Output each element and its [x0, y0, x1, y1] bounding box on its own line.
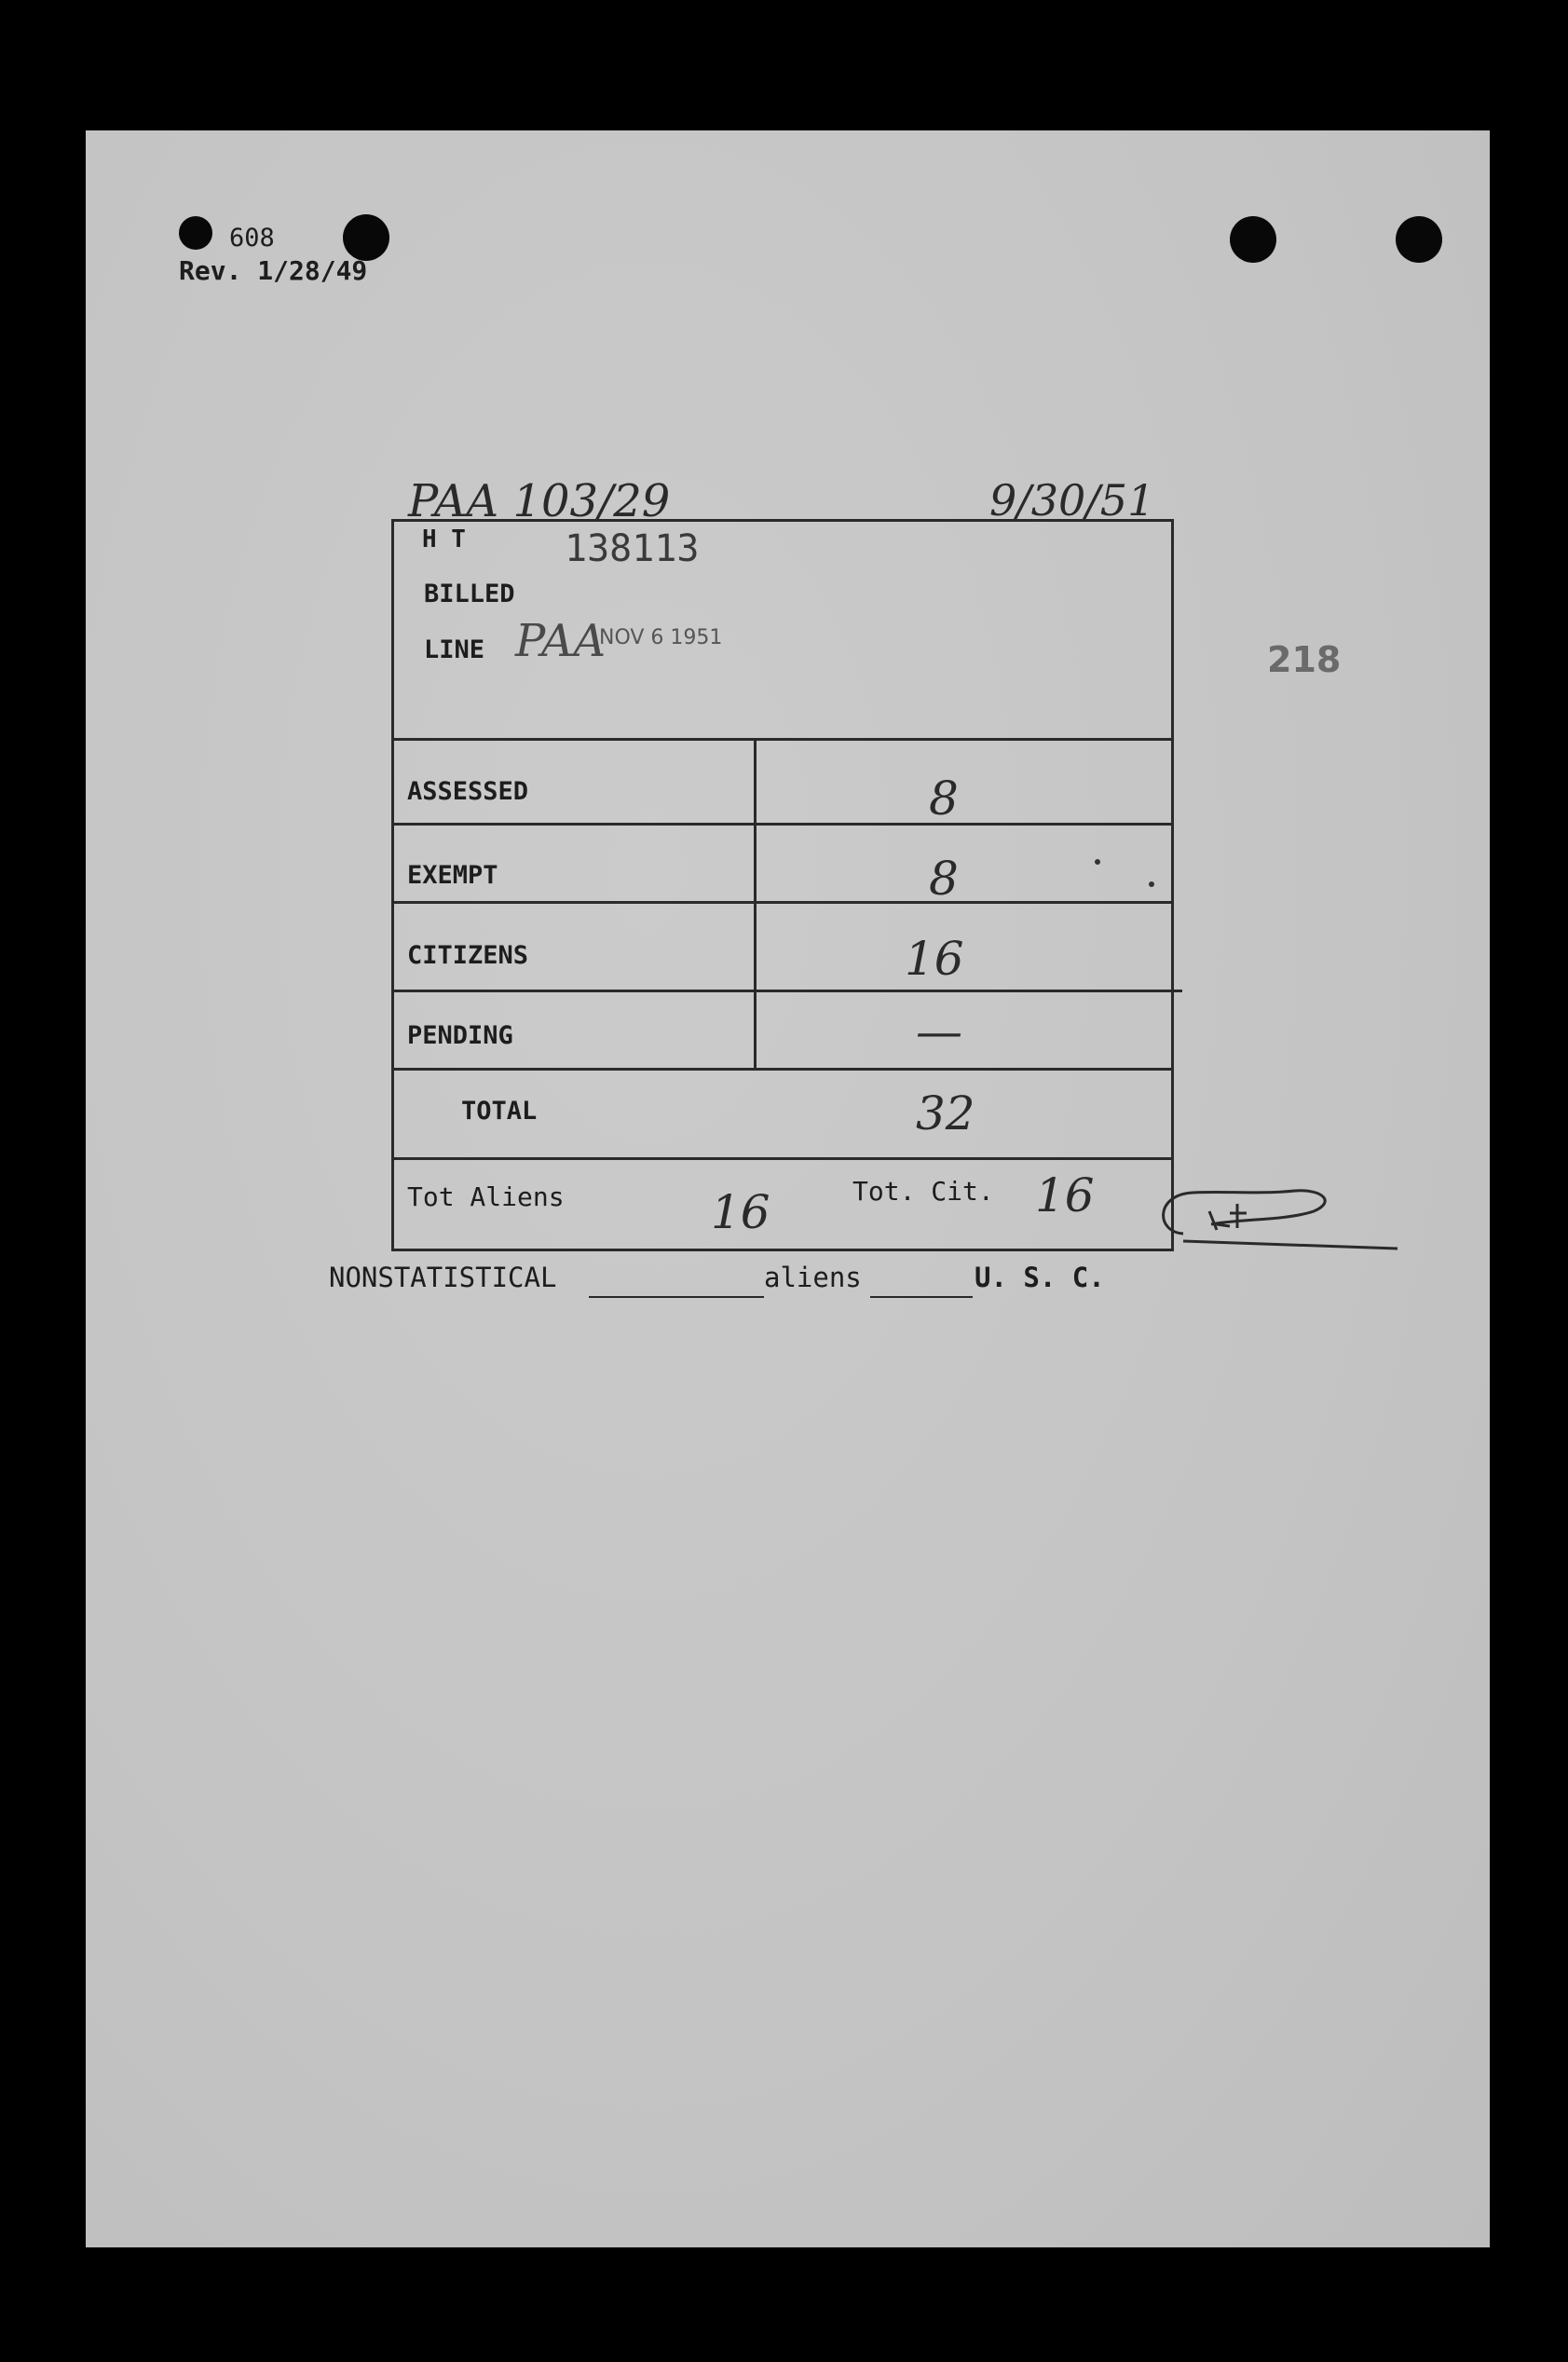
handwritten-date: 9/30/51: [989, 475, 1155, 526]
line-value: PAA: [515, 615, 607, 667]
row-value-pending: —: [916, 1004, 962, 1058]
total-label: TOTAL: [461, 1097, 538, 1126]
punch-hole: [343, 214, 389, 261]
ink-dot: [1095, 859, 1100, 865]
aliens-label: aliens: [764, 1262, 862, 1293]
row-value-exempt: 8: [929, 852, 959, 906]
divider: [394, 990, 1182, 992]
punch-hole: [1396, 216, 1442, 263]
nonstatistical-label: NONSTATISTICAL: [329, 1262, 557, 1293]
divider: [394, 1068, 1171, 1071]
form-number: 608: [229, 224, 275, 253]
punch-hole: [179, 216, 212, 250]
nonstatistical-blank: [589, 1296, 764, 1298]
total-aliens-label: Tot Aliens: [407, 1181, 565, 1212]
row-label-citizens: CITIZENS: [407, 941, 529, 970]
revision-date: Rev. 1/28/49: [179, 255, 368, 286]
punch-hole: [1230, 216, 1276, 263]
row-value-citizens: 16: [905, 932, 964, 986]
handwritten-reference: PAA 103/29: [408, 475, 671, 527]
divider: [394, 823, 1171, 826]
ink-dot: [1149, 881, 1154, 887]
initials-signature: [1137, 1176, 1416, 1260]
column-divider: [754, 738, 757, 1071]
aliens-blank: [870, 1296, 973, 1298]
ht-label: H T: [422, 526, 466, 553]
billed-label: BILLED: [424, 580, 515, 608]
ht-number: 138113: [565, 527, 700, 570]
page-number-stamp: 218: [1267, 639, 1342, 680]
usc-label: U. S. C.: [975, 1262, 1105, 1293]
total-value: 32: [916, 1086, 975, 1140]
divider: [394, 738, 1171, 741]
total-citizens-value: 16: [1035, 1168, 1095, 1222]
divider: [394, 1157, 1171, 1160]
date-stamp: NOV 6 1951: [599, 626, 723, 649]
row-label-pending: PENDING: [407, 1021, 513, 1050]
total-aliens-value: 16: [711, 1185, 770, 1239]
total-citizens-label: Tot. Cit.: [852, 1176, 994, 1207]
line-label: LINE: [424, 635, 485, 664]
row-label-exempt: EXEMPT: [407, 861, 498, 890]
row-value-assessed: 8: [929, 771, 959, 826]
tally-form: [391, 519, 1174, 1251]
divider: [394, 901, 1171, 904]
row-label-assessed: ASSESSED: [407, 777, 529, 806]
